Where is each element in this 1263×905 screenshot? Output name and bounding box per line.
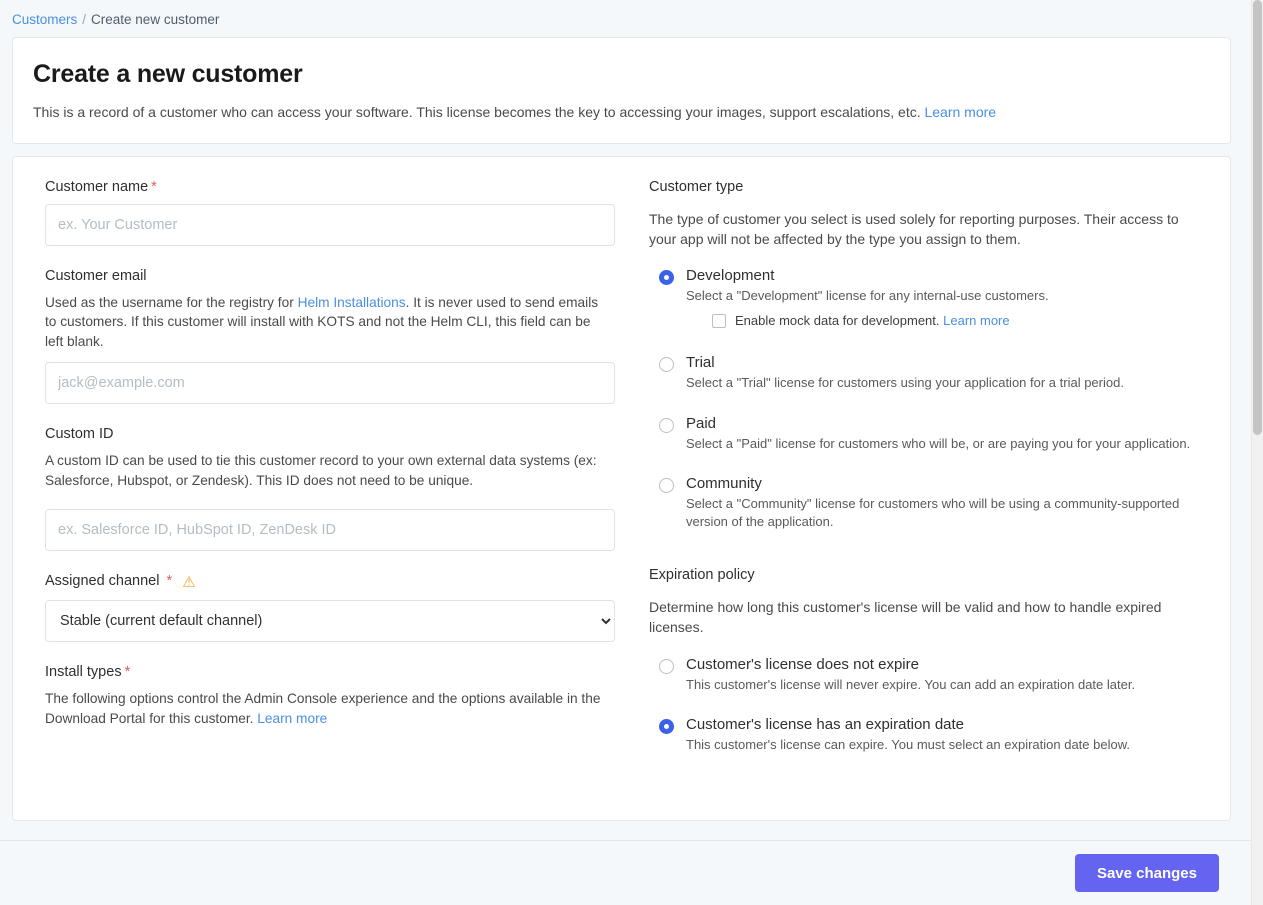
customer-type-trial-label: Trial bbox=[686, 354, 715, 372]
spacer bbox=[45, 246, 601, 268]
custom-id-input[interactable] bbox=[45, 509, 615, 551]
install-types-learn-more-link[interactable]: Learn more bbox=[257, 710, 328, 726]
expiration-never-desc: This customer's license will never expire. You can add an expiration date later. bbox=[686, 676, 1136, 692]
customer-email-label bbox=[45, 268, 601, 284]
breadcrumb-current: Create new customer bbox=[91, 12, 220, 27]
radio-development[interactable] bbox=[659, 270, 674, 285]
customer-type-trial-body bbox=[686, 354, 1202, 392]
spacer bbox=[649, 708, 1202, 716]
customer-type-paid-desc: Select a "Paid" license for customers who will be, or are paying you for your application. bbox=[686, 435, 1191, 451]
breadcrumb bbox=[0, 0, 1263, 37]
customer-type-description: The type of customer you select is used solely for reporting purposes. Their access to your app will not be affected by the type you assign to them. bbox=[649, 210, 1179, 247]
customer-email-help-suffix: . It is never used to send emails to customers. If this customer will install with KOTS and not the Helm CLI, this field can be left blank. bbox=[45, 294, 599, 350]
customer-type-trial-desc: Select a "Trial" license for customers using your application for a trial period. bbox=[686, 375, 1124, 391]
customer-type-option-trial[interactable] bbox=[649, 354, 1202, 392]
customer-type-development-label: Development bbox=[686, 267, 775, 285]
install-types-required-mark: * bbox=[124, 663, 131, 680]
page-header-card bbox=[12, 37, 1231, 144]
expiration-date-body bbox=[686, 716, 1202, 754]
assigned-channel-select[interactable] bbox=[45, 600, 615, 642]
save-changes-button[interactable]: Save changes bbox=[1075, 854, 1219, 892]
customer-type-community-body bbox=[686, 475, 1202, 531]
mock-data-checkbox-row[interactable] bbox=[712, 313, 1202, 328]
radio-license-no-expire[interactable] bbox=[659, 659, 674, 674]
customer-name-label bbox=[45, 179, 601, 195]
customer-type-option-paid[interactable] bbox=[649, 415, 1202, 453]
form-left-column bbox=[13, 179, 621, 820]
customer-form-card bbox=[12, 156, 1231, 821]
expiration-never-label: Customer's license does not expire bbox=[686, 655, 919, 673]
radio-license-has-expiration[interactable] bbox=[659, 719, 674, 734]
assigned-channel-required-mark: * bbox=[166, 572, 173, 589]
expiration-date-label: Customer's license has an expiration date bbox=[686, 715, 965, 733]
install-types-help-text: The following options control the Admin Console experience and the options available in the Download Portal for this customer. bbox=[45, 690, 601, 726]
customer-email-help bbox=[45, 293, 601, 353]
customer-email-label-text: Customer email bbox=[45, 267, 147, 284]
page-scrollbar-thumb[interactable] bbox=[1253, 0, 1262, 435]
install-types-label bbox=[45, 664, 601, 680]
customer-type-option-community[interactable] bbox=[649, 475, 1202, 531]
expiration-policy-title: Expiration policy bbox=[649, 567, 755, 584]
expiration-option-never[interactable] bbox=[649, 656, 1202, 694]
form-right-column bbox=[621, 179, 1230, 820]
spacer bbox=[649, 342, 1202, 354]
mock-data-label-text: Enable mock data for development. bbox=[735, 313, 940, 329]
customer-type-paid-body bbox=[686, 415, 1202, 453]
helm-installations-link[interactable]: Helm Installations bbox=[297, 294, 406, 310]
install-types-help bbox=[45, 689, 601, 729]
expiration-option-date[interactable] bbox=[649, 716, 1202, 754]
customer-type-community-desc: Select a "Community" license for customers who will be using a community-supported version of the application. bbox=[686, 495, 1180, 529]
expiration-never-body bbox=[686, 656, 1202, 694]
warning-triangle-icon: ⚠ bbox=[182, 573, 196, 591]
spacer bbox=[45, 642, 601, 664]
expiration-policy-description: Determine how long this customer's license will be valid and how to handle expired licenses. bbox=[649, 599, 1162, 636]
spacer bbox=[45, 501, 601, 509]
page-title: Create a new customer bbox=[33, 60, 303, 88]
customer-type-community-label: Community bbox=[686, 474, 762, 492]
page-description-text: This is a record of a customer who can access your software. This license becomes the key to accessing your images, support escalations, etc. bbox=[33, 104, 921, 120]
spacer bbox=[45, 551, 601, 573]
assigned-channel-label-text: Assigned channel bbox=[45, 572, 160, 589]
custom-id-help: A custom ID can be used to tie this customer record to your own external data systems (ex: Salesforce, Hubspot, or Zendesk). This ID does not need to be unique. bbox=[45, 453, 597, 489]
customer-email-help-prefix: Used as the username for the registry for bbox=[45, 294, 298, 310]
customer-type-development-desc: Select a "Development" license for any internal-use customers. bbox=[686, 288, 1049, 304]
page-description bbox=[33, 103, 1210, 123]
customer-name-required-mark: * bbox=[151, 178, 157, 195]
spacer bbox=[649, 407, 1202, 415]
customer-name-label-text: Customer name bbox=[45, 178, 149, 195]
spacer bbox=[649, 545, 1202, 567]
custom-id-label-text: Custom ID bbox=[45, 426, 114, 443]
header-learn-more-link[interactable]: Learn more bbox=[924, 104, 997, 120]
radio-paid[interactable] bbox=[659, 418, 674, 433]
mock-data-learn-more-link[interactable]: Learn more bbox=[943, 313, 1010, 329]
assigned-channel-label bbox=[45, 573, 601, 591]
breadcrumb-link-customers[interactable]: Customers bbox=[12, 12, 78, 27]
spacer bbox=[45, 404, 601, 426]
customer-type-development-body bbox=[686, 267, 1202, 328]
checkbox-enable-mock-data[interactable] bbox=[712, 314, 726, 328]
spacer bbox=[649, 467, 1202, 475]
page-scrollbar-track[interactable] bbox=[1251, 0, 1263, 905]
expiration-date-desc: This customer's license can expire. You must select an expiration date below. bbox=[686, 736, 1130, 752]
customer-name-input[interactable] bbox=[45, 204, 615, 246]
radio-community[interactable] bbox=[659, 478, 674, 493]
radio-trial[interactable] bbox=[659, 357, 674, 372]
customer-type-option-development[interactable] bbox=[649, 267, 1202, 328]
install-types-label-text: Install types bbox=[45, 663, 122, 680]
customer-type-title: Customer type bbox=[649, 178, 744, 195]
custom-id-label bbox=[45, 426, 601, 442]
breadcrumb-separator: / bbox=[82, 12, 87, 27]
customer-type-paid-label: Paid bbox=[686, 414, 717, 432]
form-footer-bar bbox=[0, 840, 1251, 905]
customer-email-input[interactable] bbox=[45, 362, 615, 404]
mock-data-label bbox=[735, 313, 1010, 328]
